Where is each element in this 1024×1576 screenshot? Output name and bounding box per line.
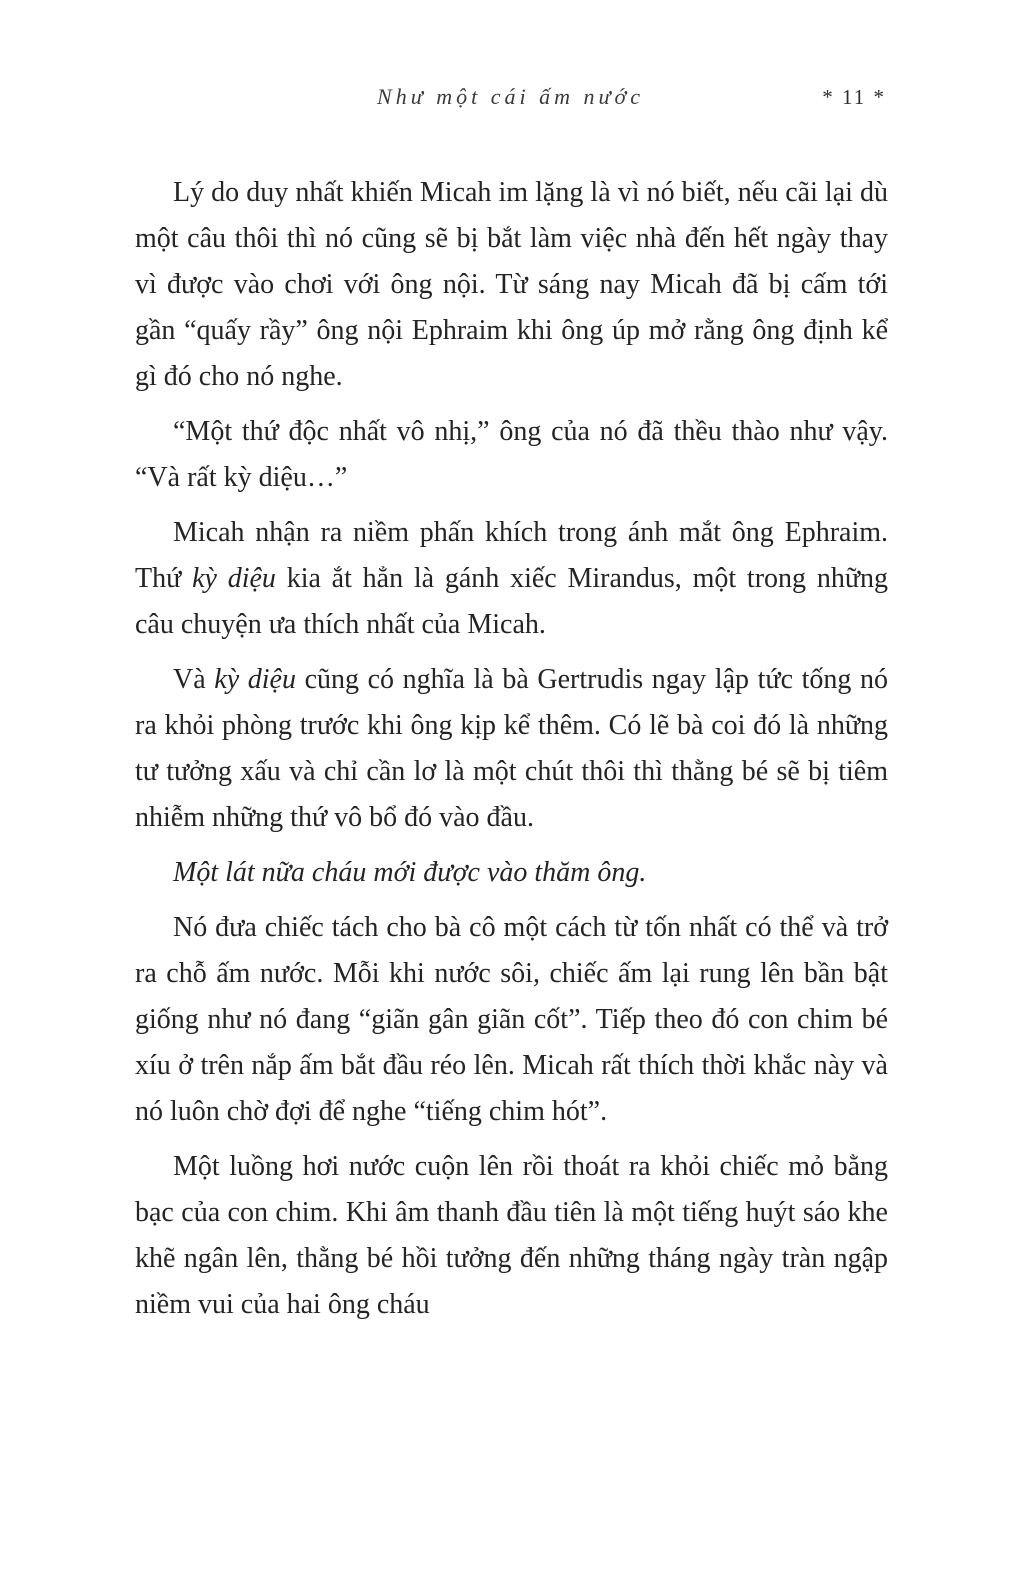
paragraph-7 [135, 1144, 888, 1328]
paragraph-2-text: “Một thứ độc nhất vô nhị,” ông của nó đã thều thào như vậy. “Và rất kỳ diệu…” [135, 416, 888, 493]
paragraph-1-text: Lý do duy nhất khiến Micah im lặng là vì nó biết, nếu cãi lại dù một câu thôi thì nó cũng sẽ bị bắt làm việc nhà đến hết ngày thay vì được vào chơi với ông nội. Từ sáng nay Micah đã bị cấm tới gần “quấy rầy” ông nội Ephraim khi ông úp mở rằng ông định kể gì đó cho nó nghe. [135, 177, 888, 392]
running-title: Như một cái ấm nước [377, 84, 644, 109]
page-body [135, 170, 888, 1328]
page-number: * 11 * [822, 85, 886, 109]
page-header [135, 84, 886, 116]
paragraph-1 [135, 170, 888, 400]
paragraph-4-italic: kỳ diệu [214, 664, 296, 695]
paragraph-5-italic-line [135, 850, 888, 896]
paragraph-4 [135, 657, 888, 841]
paragraph-7-text: Một luồng hơi nước cuộn lên rồi thoát ra khỏi chiếc mỏ bằng bạc của con chim. Khi âm thanh đầu tiên là một tiếng huýt sáo khe khẽ ngân lên, thằng bé hồi tưởng đến những tháng ngày tràn ngập niềm vui của hai ông cháu [135, 1151, 888, 1320]
paragraph-6-text: Nó đưa chiếc tách cho bà cô một cách từ tốn nhất có thể và trở ra chỗ ấm nước. Mỗi khi nước sôi, chiếc ấm lại rung lên bần bật giống như nó đang “giãn gân giãn cốt”. Tiếp theo đó con chim bé xíu ở trên nắp ấm bắt đầu réo lên. Micah rất thích thời khắc này và nó luôn chờ đợi để nghe “tiếng chim hót”. [135, 912, 888, 1127]
paragraph-4-text-1: Và [173, 664, 215, 695]
paragraph-3-italic: kỳ diệu [192, 563, 276, 594]
paragraph-2 [135, 409, 888, 501]
paragraph-5-text: Một lát nữa cháu mới được vào thăm ông. [173, 857, 647, 888]
paragraph-3-text-1: Micah nhận ra niềm phấn khích trong ánh mắt ông Ephraim. Thứ [135, 517, 888, 594]
paragraph-6 [135, 905, 888, 1135]
paragraph-3-text-2: kia ắt hẳn là gánh xiếc Mirandus, một trong những câu chuyện ưa thích nhất của Micah. [135, 563, 888, 640]
paragraph-4-text-2: cũng có nghĩa là bà Gertrudis ngay lập tức tống nó ra khỏi phòng trước khi ông kịp kể thêm. Có lẽ bà coi đó là những tư tưởng xấu và chỉ cần lơ là một chút thôi thì thằng bé sẽ bị tiêm nhiễm những thứ vô bổ đó vào đầu. [135, 664, 889, 833]
paragraph-3 [135, 510, 888, 648]
